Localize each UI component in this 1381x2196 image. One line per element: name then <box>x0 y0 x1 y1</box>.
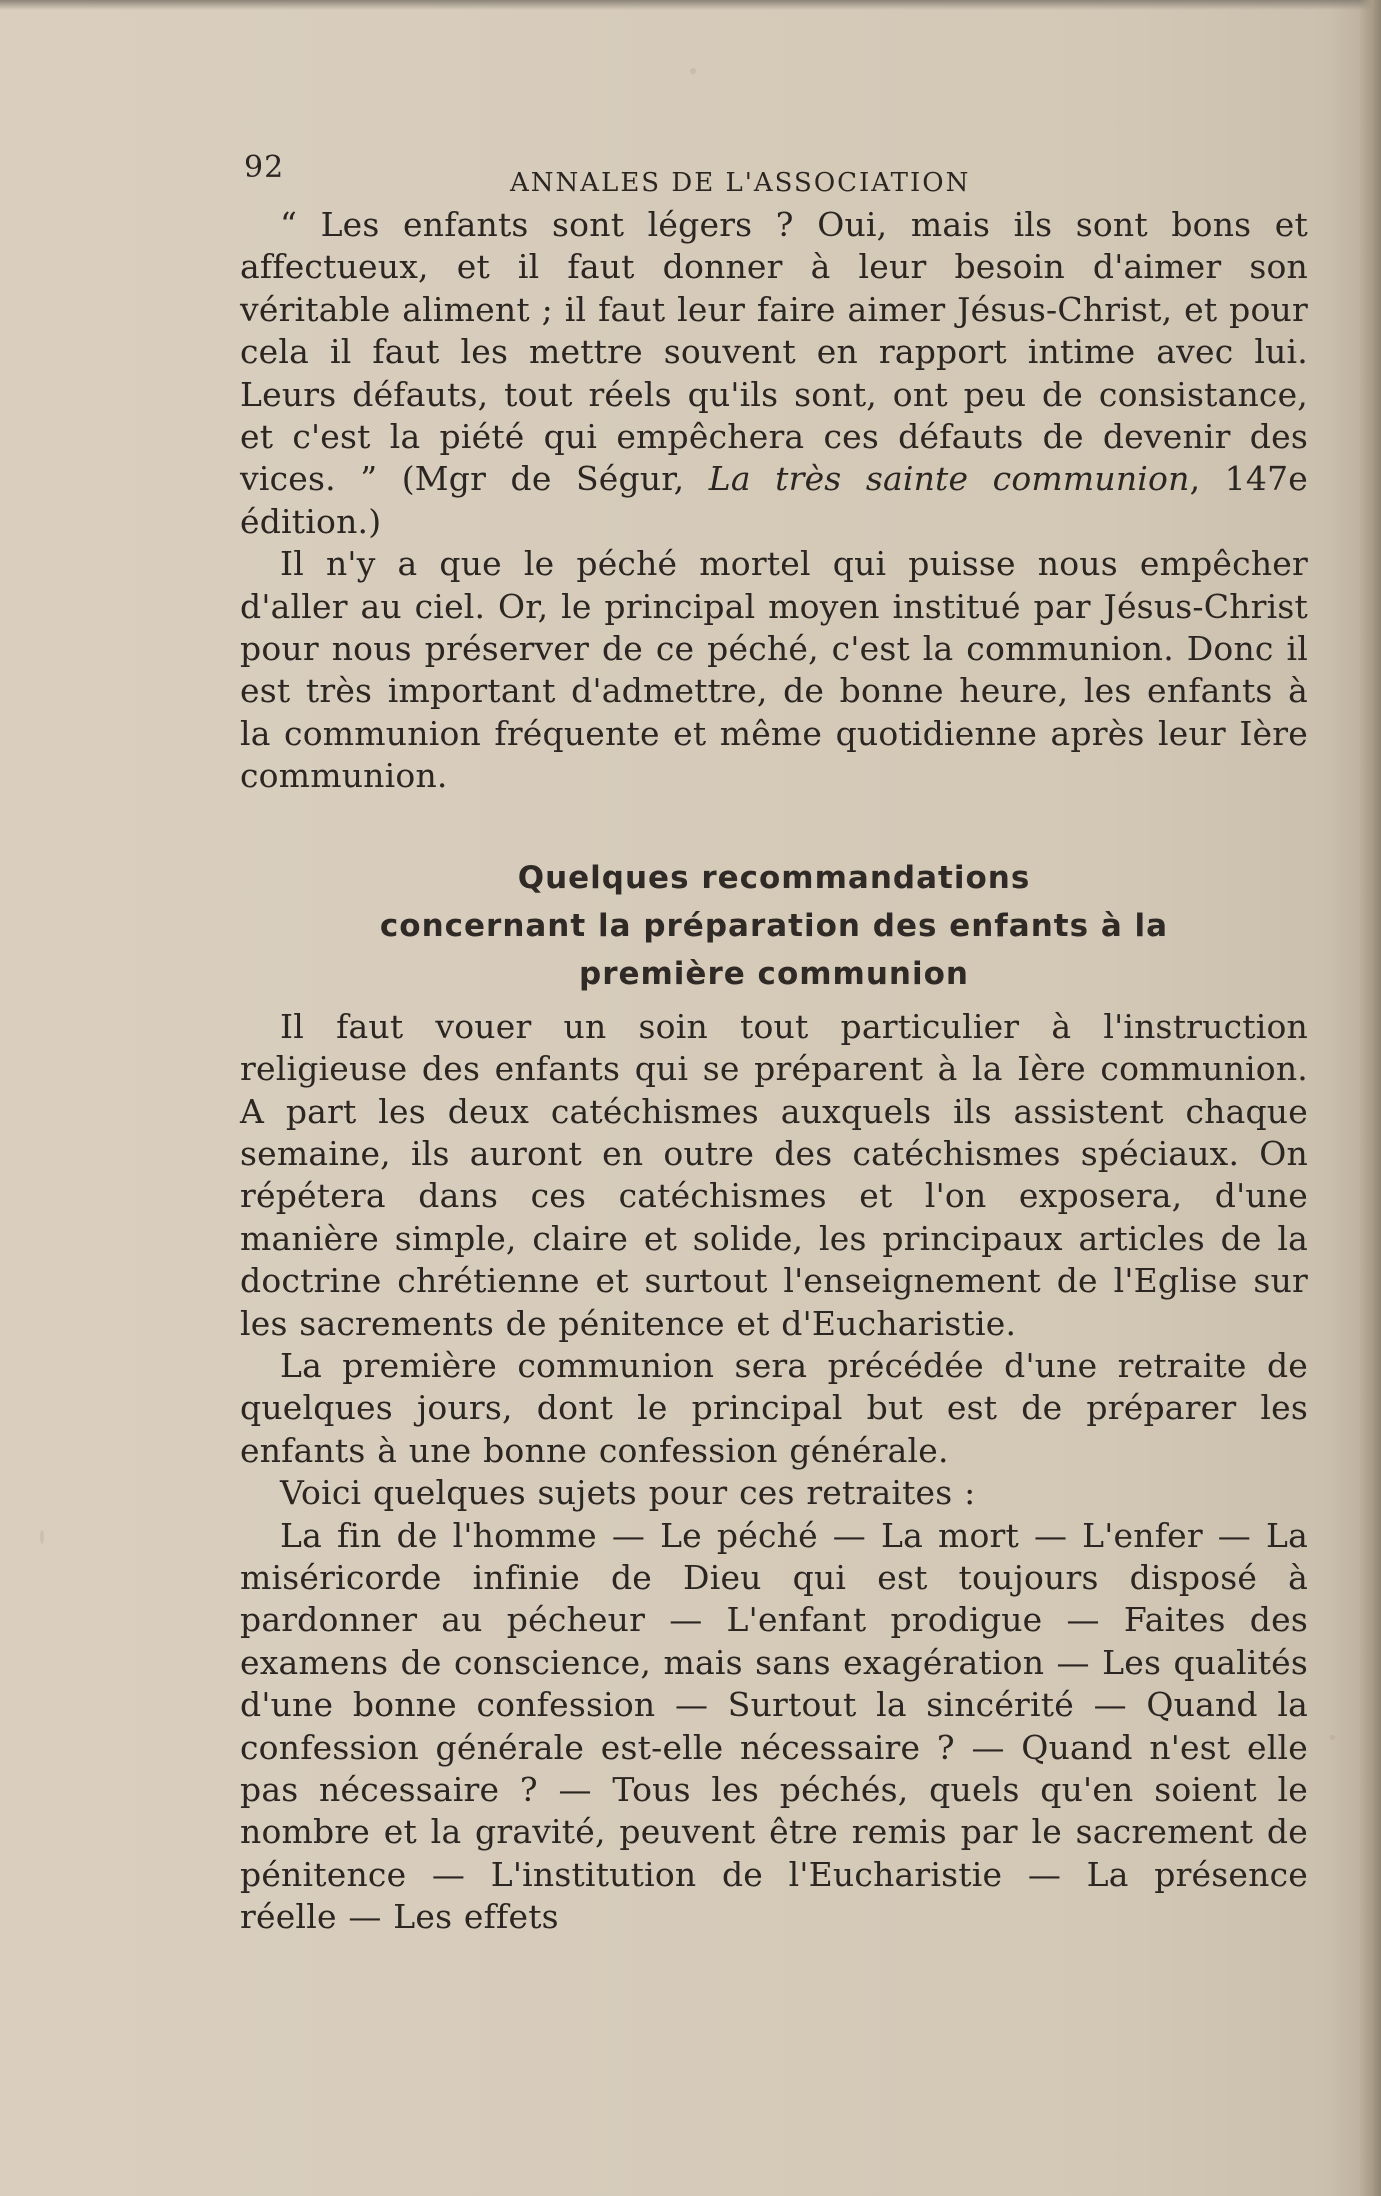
quote-citation-tail: , 147e édition.) <box>240 459 1308 541</box>
section-heading <box>240 854 1308 998</box>
quote-text: “ Les enfants sont légers ? Oui, mais ils sont bons et affectueux, et il faut donner à leur besoin d'aimer son véritable aliment ; il faut leur faire aimer Jésus-Christ, et pour cela il faut les mettre souvent en rapport intime avec lui. Leurs défauts, tout réels qu'ils sont, ont peu de consistance, et c'est la piété qui empêchera ces défauts de devenir des vices. ” (Mgr de Ségur, <box>240 205 1308 499</box>
paragraph-retreat: La première communion sera précédée d'une retraite de quelques jours, dont le principal but est de préparer les enfants à une bonne confession générale. <box>240 1345 1308 1470</box>
paragraph-topics-intro: Voici quelques sujets pour ces retraites : <box>280 1473 976 1513</box>
page-gutter-edge <box>1359 0 1381 2196</box>
running-head <box>240 140 1308 198</box>
page-number: 92 <box>244 150 285 185</box>
section-heading-line-3: première communion <box>579 955 969 992</box>
paper-speck <box>40 1530 44 1544</box>
top-edge-shadow <box>0 0 1381 10</box>
paper-speck <box>690 68 696 74</box>
book-title: La très sainte communion <box>708 459 1190 499</box>
running-head-title: ANNALES DE L'ASSOCIATION <box>510 168 971 198</box>
section-heading-line-2: concernant la préparation des enfants à la <box>379 907 1169 944</box>
paragraph-mortal-sin: Il n'y a que le péché mortel qui puisse nous empêcher d'aller au ciel. Or, le principal moyen institué par Jésus-Christ pour nous préserver de ce péché, c'est la communion. Donc il est très important d'admettre, de bonne heure, les enfants à la communion fréquente et même quotidienne après leur Ière communion. <box>240 544 1308 796</box>
paragraph-instruction: Il faut vouer un soin tout particulier à l'instruction religieuse des enfants qui se préparent à la Ière communion. A part les deux catéchismes auxquels ils assistent chaque semaine, ils auront en outre des catéchismes spéciaux. On répétera dans ces catéchismes et l'on exposera, d'une manière simple, claire et solide, les principaux articles de la doctrine chrétienne et surtout l'enseignement de l'Eglise sur les sacrements de pénitence et d'Eucharistie. <box>240 1006 1308 1343</box>
paragraph-topics-list: La fin de l'homme — Le péché — La mort — L'enfer — La miséricorde infinie de Dieu qui est toujours disposé à pardonner au pécheur — L'enfant prodigue — Faites des examens de conscience, mais sans exagération — Les qualités d'une bonne confession — Surtout la sincérité — Quand la confession générale est-elle nécessaire ? — Quand n'est elle pas nécessaire ? — Tous les péchés, quels qu'en soient le nombre et la gravité, peuvent être remis par le sacrement de pénitence — L'institution de l'Eucharistie — La présence réelle — Les effets <box>240 1515 1308 1937</box>
page-content <box>240 140 1308 1939</box>
section-heading-line-1: Quelques recommandations <box>517 859 1031 896</box>
paragraph-quote <box>240 204 1308 543</box>
paper-speck <box>1330 1735 1335 1740</box>
